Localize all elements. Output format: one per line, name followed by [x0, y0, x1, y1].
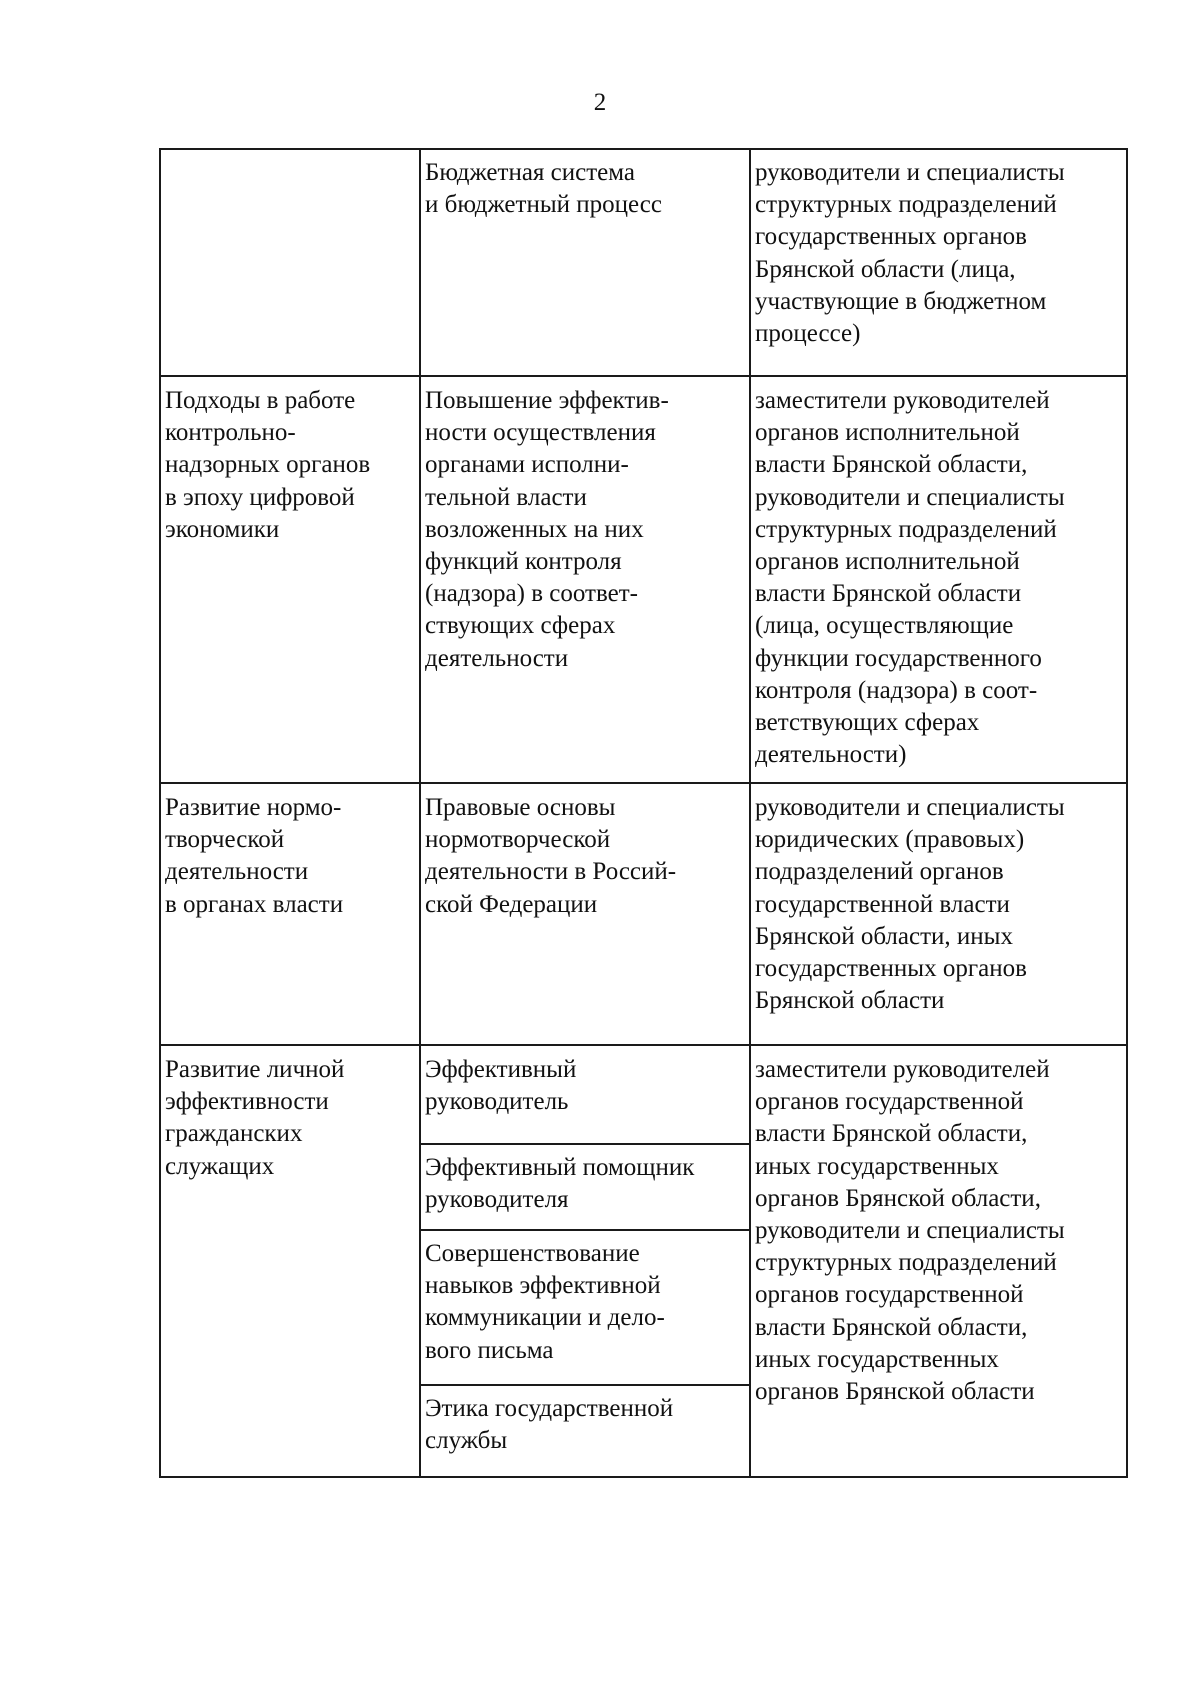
row2-topic-cell: Подходы в работе контрольно- надзорных органов в эпоху цифровой экономики	[165, 387, 371, 543]
subrow-divider	[419, 1384, 751, 1386]
row4-program-cell: Эффективный помощник руководителя	[425, 1154, 695, 1214]
row4-topic-cell: Развитие личной эффективности гражданских служащих	[165, 1056, 345, 1180]
row-divider	[161, 782, 1126, 784]
subrow-divider	[419, 1143, 751, 1145]
row3-topic-cell: Развитие нормо- творческой деятельности в органах власти	[165, 794, 344, 918]
row1-program-cell: Бюджетная система и бюджетный процесс	[425, 159, 662, 219]
row-divider	[161, 375, 1126, 377]
column-divider	[419, 150, 421, 1476]
page-number: 2	[593, 89, 607, 116]
row4-program-cell: Эффективный руководитель	[425, 1056, 577, 1116]
subrow-divider	[419, 1229, 751, 1231]
row2-audience-cell: заместители руководителей органов исполнительной власти Брянской области, руководители и специалисты структурных подразделений органов исполнительной власти Брянской области (лица, осуществляющие функции государственного контроля (надзора) в соот- ветствующих сферах деятельности)	[755, 387, 1065, 769]
row4-audience-cell: заместители руководителей органов государственной власти Брянской области, иных государственных органов Брянской области, руководители и специалисты структурных подразделений органов государственной власти Брянской области, иных государственных органов Брянской области	[755, 1056, 1065, 1406]
row4-program-cell: Этика государственной службы	[425, 1395, 674, 1455]
row4-program-cell: Совершенствование навыков эффективной коммуникации и делο- вого письма	[425, 1240, 665, 1364]
row1-audience-cell: руководители и специалисты структурных подразделений государственных органов Брянской области (лица, участвующие в бюджетном процессе)	[755, 159, 1065, 348]
training-programs-table	[159, 148, 1128, 1478]
row-divider	[161, 1044, 1126, 1046]
row3-program-cell: Правовые основы нормотворческой деятельности в Россий- ской Федерации	[425, 794, 677, 918]
row2-program-cell: Повышение эффектив- ности осуществления органами исполни- тельной власти возложенных на них функций контроля (надзора) в соответ- ствующих сферах деятельности	[425, 387, 669, 672]
column-divider	[749, 150, 751, 1476]
row3-audience-cell: руководители и специалисты юридических (правовых) подразделений органов государственной власти Брянской области, иных государственных органов Брянской области	[755, 794, 1065, 1015]
